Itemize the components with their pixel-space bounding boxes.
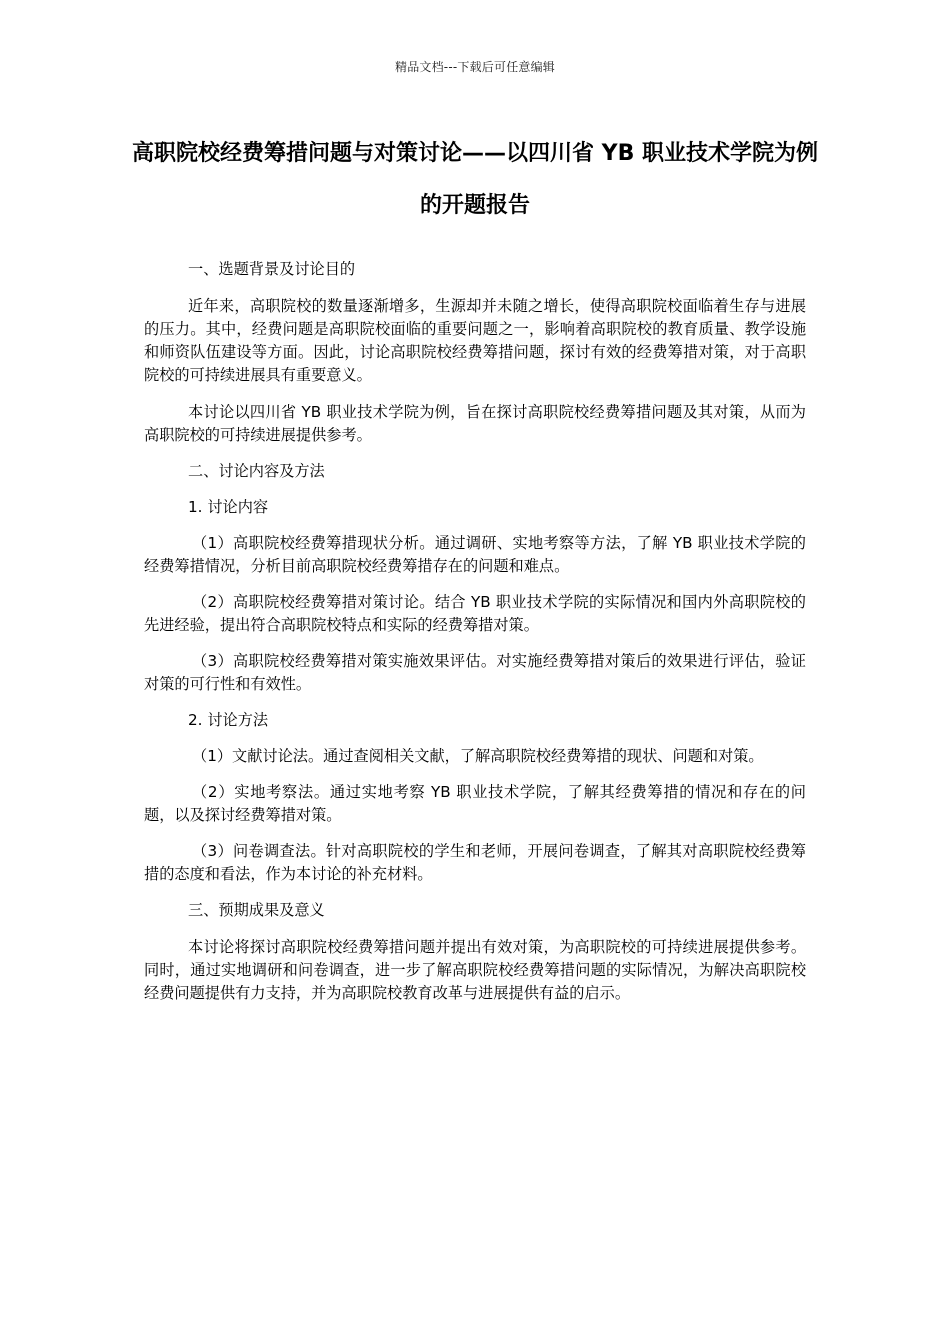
- list-item: （2）实地考察法。通过实地考察 YB 职业技术学院，了解其经费筹措的情况和存在的问题，以及探讨经费筹措对策。: [144, 783, 806, 824]
- list-item: （3）问卷调查法。针对高职院校的学生和老师，开展问卷调查，了解其对高职院校经费筹措的态度和看法，作为本讨论的补充材料。: [144, 842, 806, 883]
- list-item: （2）高职院校经费筹措对策讨论。结合 YB 职业技术学院的实际情况和国内外高职院校的先进经验，提出符合高职院校特点和实际的经费筹措对策。: [144, 593, 806, 634]
- list-item: （1）文献讨论法。通过查阅相关文献，了解高职院校经费筹措的现状、问题和对策。: [192, 747, 764, 765]
- list-item: （3）高职院校经费筹措对策实施效果评估。对实施经费筹措对策后的效果进行评估，验证对策的可行性和有效性。: [144, 652, 806, 693]
- list-item: （1）高职院校经费筹措现状分析。通过调研、实地考察等方法，了解 YB 职业技术学院的经费筹措情况，分析目前高职院校经费筹措存在的问题和难点。: [144, 534, 806, 575]
- paragraph: 本讨论以四川省 YB 职业技术学院为例，旨在探讨高职院校经费筹措问题及其对策，从而为高职院校的可持续进展提供参考。: [144, 403, 806, 444]
- header-note: 精品文档---下载后可任意编辑: [395, 60, 555, 74]
- section-heading-2: 二、讨论内容及方法: [188, 462, 325, 480]
- document-title: 高职院校经费筹措问题与对策讨论——以四川省 YB 职业技术学院为例的开题报告: [131, 141, 819, 218]
- document-body: [144, 258, 806, 1005]
- section-heading-1: 一、选题背景及讨论目的: [188, 260, 356, 278]
- paragraph: 近年来，高职院校的数量逐渐增多，生源却并未随之增长，使得高职院校面临着生存与进展的压力。其中，经费问题是高职院校面临的重要问题之一，影响着高职院校的教育质量、教学设施和师资队伍建设等方面。因此，讨论高职院校经费筹措问题，探讨有效的经费筹措对策，对于高职院校的可持续进展具有重要意义。: [144, 297, 806, 384]
- subheading-research-methods: 2. 讨论方法: [188, 711, 269, 729]
- subheading-research-content: 1. 讨论内容: [188, 498, 269, 516]
- section-heading-3: 三、预期成果及意义: [188, 901, 325, 919]
- paragraph: 本讨论将探讨高职院校经费筹措问题并提出有效对策，为高职院校的可持续进展提供参考。同时，通过实地调研和问卷调查，进一步了解高职院校经费筹措问题的实际情况，为解决高职院校经费问题提供有力支持，并为高职院校教育改革与进展提供有益的启示。: [144, 938, 806, 1002]
